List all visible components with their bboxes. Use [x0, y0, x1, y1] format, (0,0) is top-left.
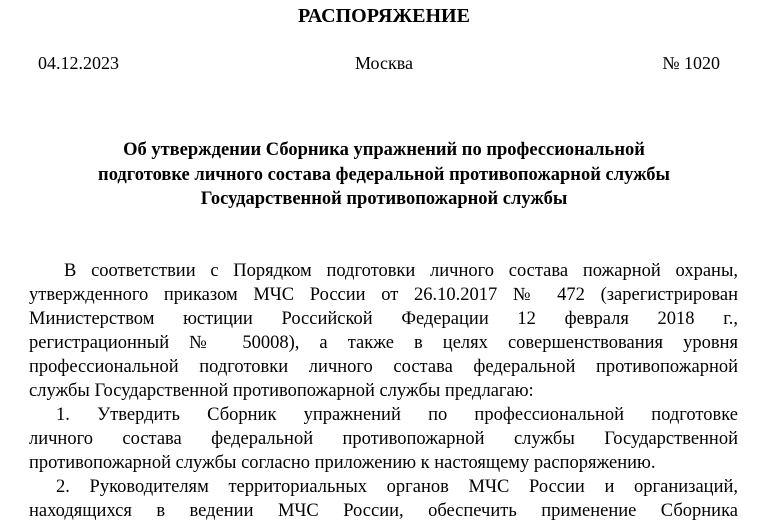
document-city: Москва: [355, 53, 413, 73]
item2-line: находящихся в ведении МЧС России, обеспечить применение Сборника: [29, 501, 738, 521]
preamble-line: профессиональной подготовки личного состава федеральной противопожарной: [29, 357, 738, 377]
title-line: Государственной противопожарной службы: [200, 189, 568, 209]
item2-line: 2. Руководителям территориальных органов МЧС России и организаций,: [56, 477, 738, 497]
preamble-paragraph: [29, 259, 738, 403]
preamble-line: Министерством юстиции Российской Федерации 12 февраля 2018 г.,: [29, 309, 738, 329]
preamble-line: регистрационный № 50008), а также в целях совершенствования уровня: [29, 333, 738, 353]
title-line: подготовке личного состава федеральной противопожарной службы: [98, 164, 670, 185]
preamble-line: В соответствии с Порядком подготовки личного состава пожарной охраны,: [64, 261, 738, 281]
preamble-line: службы Государственной противопожарной службы предлагаю:: [29, 381, 534, 401]
list-item-1: [29, 403, 738, 475]
list-item-2: [29, 475, 738, 523]
document-title: [40, 138, 728, 212]
item1-line: противопожарной службы согласно приложению к настоящему распоряжению.: [29, 453, 656, 473]
document-date: 04.12.2023: [38, 53, 119, 73]
document-meta-row: [0, 51, 768, 75]
document-body: [29, 259, 738, 523]
title-line: Об утверждении Сборника упражнений по профессиональной: [123, 140, 645, 160]
document-type-heading: РАСПОРЯЖЕНИЕ: [298, 5, 470, 27]
preamble-line: утвержденного приказом МЧС России от 26.10.2017 № 472 (зарегистрирован: [29, 285, 738, 305]
item1-line: личного состава федеральной противопожарной службы Государственной: [29, 429, 738, 449]
document-number: № 1020: [662, 53, 720, 73]
item1-line: 1. Утвердить Сборник упражнений по профессиональной подготовке: [56, 405, 738, 425]
